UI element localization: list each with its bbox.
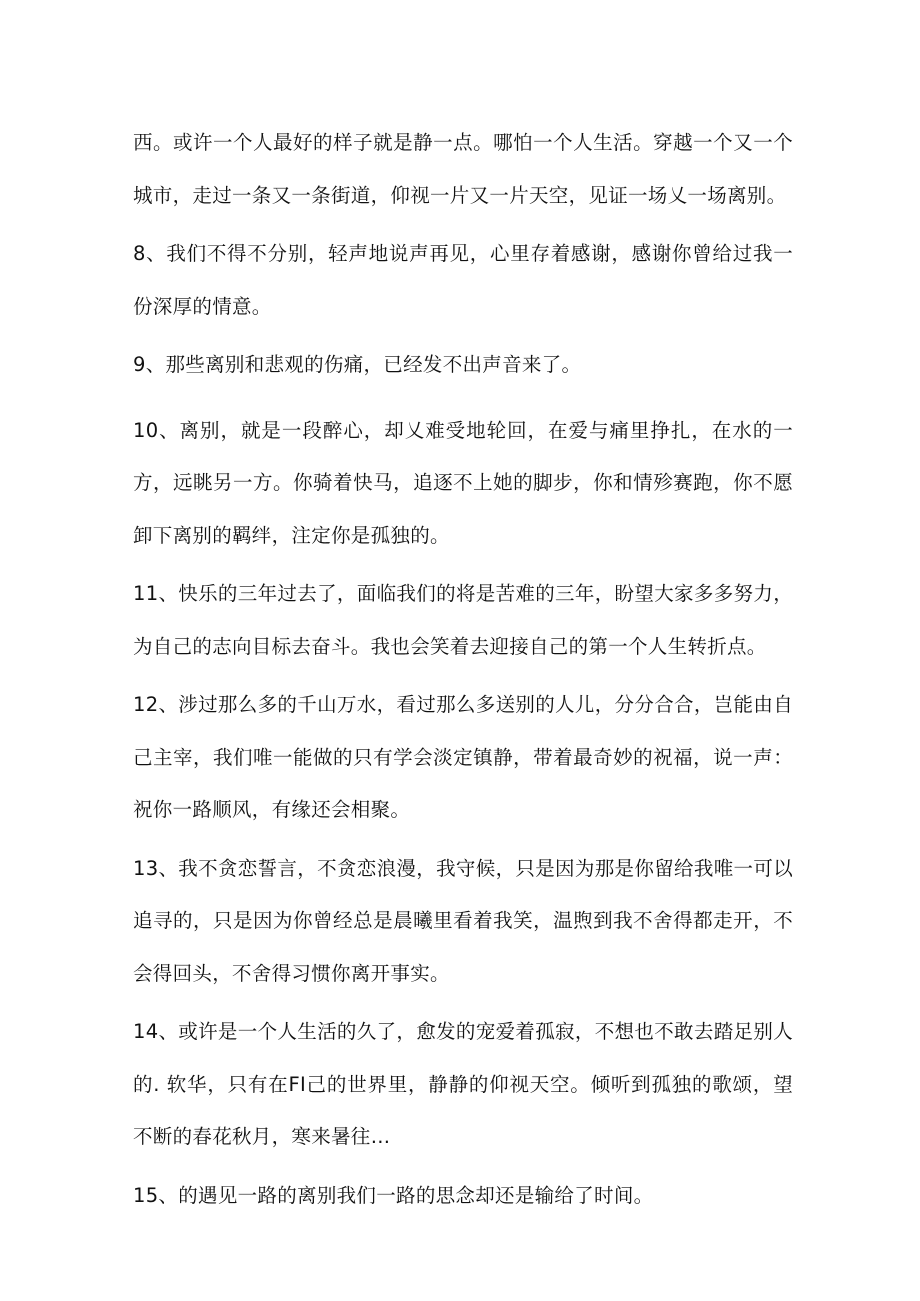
paragraph-continuation: 西。或许一个人最好的样子就是静一点。哪怕一个人生活。穿越一个又一个城市，走过一条又一条街道，仰视一片又一片天空，见证一场乂一场离别。 bbox=[133, 131, 793, 207]
paragraph-item-8: 8、我们不得不分别，轻声地说声再见，心里存着感谢，感谢你曾给过我一份深厚的情意。 bbox=[133, 242, 793, 318]
paragraph-item-14: 14、或许是一个人生活的久了，愈发的宠爱着孤寂，不想也不敢去踏足别人的. 软华，只有在FI己的世界里，静静的仰视天空。倾听到孤独的歌颂，望不断的春花秋月，寒来暑往… bbox=[133, 1020, 793, 1148]
paragraph-item-10: 10、离别，就是一段醉心，却乂难受地轮回，在爱与痛里挣扎，在水的一方，远眺另一方。你骑着快马，追逐不上她的脚步，你和情殄赛跑，你不愿卸下离别的羁绊，注定你是孤独的。 bbox=[133, 418, 793, 547]
paragraph-item-15: 15、的遇见一路的离别我们一路的思念却还是输给了时间。 bbox=[133, 1183, 654, 1207]
paragraph-item-13: 13、我不贪恋誓言，不贪恋浪漫，我守候，只是因为那是你留给我唯一可以追寻的，只是因为你曾经总是晨曦里看着我笑，温煦到我不舍得都走开，不会得回头，不舍得习惯你离开事实。 bbox=[133, 856, 793, 985]
paragraph-item-11: 11、快乐的三年过去了，面临我们的将是苦难的三年，盼望大家多多努力，为自己的志向目标去奋斗。我也会笑着去迎接自己的第一个人生转折点。 bbox=[133, 582, 793, 658]
document-body bbox=[133, 117, 793, 1228]
paragraph-item-9: 9、那些离别和悲观的伤痛，已经发不出声音来了。 bbox=[133, 353, 582, 376]
paragraph-item-12: 12、涉过那么多的千山万水，看过那么多送别的人儿，分分合合，岂能由自己主宰，我们唯一能做的只有学会淡定镇静，带着最奇妙的祝福，说一声：祝你一路顺风，有缘还会相聚。 bbox=[133, 693, 793, 821]
